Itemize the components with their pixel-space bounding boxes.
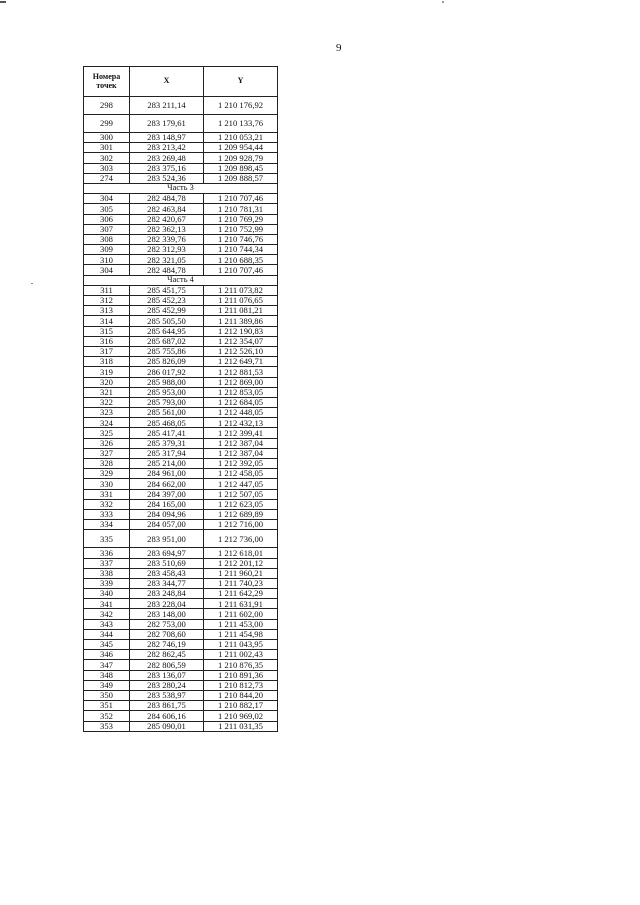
y-coordinate-cell: 1 211 073,82 (204, 285, 278, 295)
table-row (84, 133, 278, 143)
y-coordinate-cell: 1 212 649,71 (204, 357, 278, 367)
point-number-cell: 303 (84, 163, 130, 173)
x-coordinate-cell: 283 248,84 (130, 589, 204, 599)
table-row (84, 214, 278, 224)
point-number-cell: 337 (84, 558, 130, 568)
table-row (84, 285, 278, 295)
y-coordinate-cell: 1 209 954,44 (204, 143, 278, 153)
table-row (84, 589, 278, 599)
y-coordinate-cell: 1 210 882,17 (204, 701, 278, 711)
x-coordinate-cell: 282 339,76 (130, 234, 204, 244)
y-coordinate-cell: 1 212 201,12 (204, 558, 278, 568)
x-coordinate-cell: 283 375,16 (130, 163, 204, 173)
y-coordinate-cell: 1 212 387,04 (204, 438, 278, 448)
point-number-cell: 307 (84, 224, 130, 234)
y-coordinate-cell: 1 210 769,29 (204, 214, 278, 224)
y-coordinate-cell: 1 209 888,57 (204, 173, 278, 183)
y-coordinate-cell: 1 212 736,00 (204, 530, 278, 548)
table-row (84, 459, 278, 469)
y-coordinate-cell: 1 209 898,45 (204, 163, 278, 173)
x-coordinate-cell: 285 953,00 (130, 387, 204, 397)
y-coordinate-cell: 1 210 688,35 (204, 255, 278, 265)
point-number-cell: 350 (84, 690, 130, 700)
x-coordinate-cell: 283 148,00 (130, 609, 204, 619)
point-number-cell: 331 (84, 489, 130, 499)
x-coordinate-cell: 283 269,48 (130, 153, 204, 163)
table-row (84, 548, 278, 558)
y-coordinate-cell: 1 210 969,02 (204, 711, 278, 721)
x-coordinate-cell: 283 228,04 (130, 599, 204, 609)
y-coordinate-cell: 1 212 526,10 (204, 346, 278, 356)
point-number-cell: 341 (84, 599, 130, 609)
y-coordinate-cell: 1 211 081,21 (204, 306, 278, 316)
x-coordinate-cell: 285 468,05 (130, 418, 204, 428)
table-row (84, 326, 278, 336)
table-row (84, 660, 278, 670)
point-number-cell: 313 (84, 306, 130, 316)
y-coordinate-cell: 1 210 133,76 (204, 115, 278, 133)
point-number-cell: 352 (84, 711, 130, 721)
y-coordinate-cell: 1 210 876,35 (204, 660, 278, 670)
point-number-cell: 317 (84, 346, 130, 356)
point-number-cell: 336 (84, 548, 130, 558)
point-number-cell: 310 (84, 255, 130, 265)
x-coordinate-cell: 285 451,75 (130, 285, 204, 295)
point-number-cell: 348 (84, 670, 130, 680)
x-coordinate-cell: 285 687,02 (130, 336, 204, 346)
point-number-cell: 305 (84, 204, 130, 214)
x-coordinate-cell: 283 538,97 (130, 690, 204, 700)
x-coordinate-cell: 283 344,77 (130, 578, 204, 588)
x-coordinate-cell: 284 662,00 (130, 479, 204, 489)
x-coordinate-cell: 285 090,01 (130, 721, 204, 731)
point-number-cell: 344 (84, 629, 130, 639)
x-coordinate-cell: 284 397,00 (130, 489, 204, 499)
y-coordinate-cell: 1 212 458,05 (204, 469, 278, 479)
y-coordinate-cell: 1 211 454,98 (204, 629, 278, 639)
table-row (84, 690, 278, 700)
x-coordinate-cell: 285 644,95 (130, 326, 204, 336)
x-coordinate-cell: 283 951,00 (130, 530, 204, 548)
point-number-cell: 298 (84, 97, 130, 115)
table-row (84, 721, 278, 731)
point-number-cell: 347 (84, 660, 130, 670)
point-number-cell: 318 (84, 357, 130, 367)
point-number-cell: 339 (84, 578, 130, 588)
table-row (84, 265, 278, 275)
point-number-cell: 326 (84, 438, 130, 448)
section-row (84, 183, 278, 193)
x-coordinate-cell: 285 826,09 (130, 357, 204, 367)
point-number-cell: 304 (84, 194, 130, 204)
y-coordinate-cell: 1 211 602,00 (204, 609, 278, 619)
table-row (84, 558, 278, 568)
table-row (84, 316, 278, 326)
point-number-cell: 309 (84, 245, 130, 255)
x-coordinate-cell: 282 862,45 (130, 650, 204, 660)
table-row (84, 499, 278, 509)
point-number-cell: 345 (84, 640, 130, 650)
y-coordinate-cell: 1 212 618,01 (204, 548, 278, 558)
x-coordinate-cell: 285 988,00 (130, 377, 204, 387)
x-coordinate-cell: 285 755,86 (130, 346, 204, 356)
point-number-cell: 349 (84, 680, 130, 690)
scan-speck (31, 283, 33, 284)
x-coordinate-cell: 285 505,50 (130, 316, 204, 326)
point-number-cell: 314 (84, 316, 130, 326)
y-coordinate-cell: 1 210 053,21 (204, 133, 278, 143)
x-coordinate-cell: 282 420,67 (130, 214, 204, 224)
table-row (84, 619, 278, 629)
point-number-cell: 330 (84, 479, 130, 489)
point-number-cell: 346 (84, 650, 130, 660)
y-coordinate-cell: 1 211 076,65 (204, 296, 278, 306)
table-row (84, 448, 278, 458)
table-row (84, 640, 278, 650)
point-number-cell: 332 (84, 499, 130, 509)
point-number-cell: 316 (84, 336, 130, 346)
column-header-x: X (130, 67, 204, 97)
section-label: Часть 4 (84, 275, 278, 285)
point-number-cell: 353 (84, 721, 130, 731)
point-number-cell: 325 (84, 428, 130, 438)
x-coordinate-cell: 285 417,41 (130, 428, 204, 438)
y-coordinate-cell: 1 210 781,31 (204, 204, 278, 214)
point-number-cell: 315 (84, 326, 130, 336)
x-coordinate-cell: 284 094,96 (130, 509, 204, 519)
x-coordinate-cell: 285 452,23 (130, 296, 204, 306)
y-coordinate-cell: 1 210 752,99 (204, 224, 278, 234)
point-number-cell: 299 (84, 115, 130, 133)
x-coordinate-cell: 283 211,14 (130, 97, 204, 115)
y-coordinate-cell: 1 212 881,53 (204, 367, 278, 377)
table-row (84, 387, 278, 397)
x-coordinate-cell: 282 746,19 (130, 640, 204, 650)
table-header-row (84, 67, 278, 97)
y-coordinate-cell: 1 211 453,00 (204, 619, 278, 629)
page-number: 9 (336, 42, 342, 54)
x-coordinate-cell: 282 708,60 (130, 629, 204, 639)
point-number-cell: 306 (84, 214, 130, 224)
table-row (84, 701, 278, 711)
section-row (84, 275, 278, 285)
table-row (84, 509, 278, 519)
x-coordinate-cell: 283 510,69 (130, 558, 204, 568)
table-row (84, 568, 278, 578)
y-coordinate-cell: 1 212 684,05 (204, 397, 278, 407)
table-row (84, 194, 278, 204)
x-coordinate-cell: 283 213,42 (130, 143, 204, 153)
y-coordinate-cell: 1 212 399,41 (204, 428, 278, 438)
point-number-cell: 322 (84, 397, 130, 407)
point-number-cell: 335 (84, 530, 130, 548)
point-number-cell: 324 (84, 418, 130, 428)
y-coordinate-cell: 1 212 190,83 (204, 326, 278, 336)
table-row (84, 377, 278, 387)
point-number-cell: 343 (84, 619, 130, 629)
table-row (84, 680, 278, 690)
x-coordinate-cell: 286 017,92 (130, 367, 204, 377)
y-coordinate-cell: 1 211 002,43 (204, 650, 278, 660)
table-row (84, 357, 278, 367)
x-coordinate-cell: 285 561,00 (130, 408, 204, 418)
y-coordinate-cell: 1 212 623,05 (204, 499, 278, 509)
y-coordinate-cell: 1 211 031,35 (204, 721, 278, 731)
x-coordinate-cell: 282 484,78 (130, 265, 204, 275)
y-coordinate-cell: 1 210 707,46 (204, 194, 278, 204)
x-coordinate-cell: 283 179,61 (130, 115, 204, 133)
section-label: Часть 3 (84, 183, 278, 193)
table-row (84, 255, 278, 265)
x-coordinate-cell: 282 753,00 (130, 619, 204, 629)
x-coordinate-cell: 282 463,84 (130, 204, 204, 214)
point-number-cell: 340 (84, 589, 130, 599)
table-row (84, 367, 278, 377)
point-number-cell: 329 (84, 469, 130, 479)
y-coordinate-cell: 1 210 844,20 (204, 690, 278, 700)
x-coordinate-cell: 282 806,59 (130, 660, 204, 670)
table-row (84, 629, 278, 639)
x-coordinate-cell: 284 606,16 (130, 711, 204, 721)
y-coordinate-cell: 1 212 689,89 (204, 509, 278, 519)
y-coordinate-cell: 1 212 507,05 (204, 489, 278, 499)
table-row (84, 296, 278, 306)
table-row (84, 599, 278, 609)
table-row (84, 397, 278, 407)
y-coordinate-cell: 1 212 447,05 (204, 479, 278, 489)
y-coordinate-cell: 1 210 176,92 (204, 97, 278, 115)
y-coordinate-cell: 1 211 740,23 (204, 578, 278, 588)
y-coordinate-cell: 1 209 928,79 (204, 153, 278, 163)
y-coordinate-cell: 1 212 354,07 (204, 336, 278, 346)
table-body (84, 97, 278, 732)
point-number-cell: 302 (84, 153, 130, 163)
table-row (84, 346, 278, 356)
point-number-cell: 342 (84, 609, 130, 619)
point-number-cell: 319 (84, 367, 130, 377)
table-row (84, 306, 278, 316)
x-coordinate-cell: 282 312,93 (130, 245, 204, 255)
table-row (84, 336, 278, 346)
table-row (84, 224, 278, 234)
table-row (84, 578, 278, 588)
point-number-cell: 311 (84, 285, 130, 295)
table-row (84, 204, 278, 214)
y-coordinate-cell: 1 212 432,13 (204, 418, 278, 428)
point-number-cell: 304 (84, 265, 130, 275)
x-coordinate-cell: 282 484,78 (130, 194, 204, 204)
table-row (84, 520, 278, 530)
x-coordinate-cell: 283 136,07 (130, 670, 204, 680)
table-row (84, 97, 278, 115)
table-row (84, 609, 278, 619)
x-coordinate-cell: 285 452,99 (130, 306, 204, 316)
y-coordinate-cell: 1 212 448,05 (204, 408, 278, 418)
y-coordinate-cell: 1 210 707,46 (204, 265, 278, 275)
x-coordinate-cell: 282 321,05 (130, 255, 204, 265)
x-coordinate-cell: 283 148,97 (130, 133, 204, 143)
scan-margin-mark (0, 1, 6, 3)
point-number-cell: 301 (84, 143, 130, 153)
point-number-cell: 351 (84, 701, 130, 711)
scan-speck (442, 1, 444, 3)
point-number-cell: 312 (84, 296, 130, 306)
table-row (84, 115, 278, 133)
x-coordinate-cell: 283 694,97 (130, 548, 204, 558)
table-row (84, 469, 278, 479)
x-coordinate-cell: 285 317,94 (130, 448, 204, 458)
x-coordinate-cell: 285 214,00 (130, 459, 204, 469)
table-row (84, 530, 278, 548)
column-header-y: Y (204, 67, 278, 97)
x-coordinate-cell: 282 362,13 (130, 224, 204, 234)
table-row (84, 711, 278, 721)
point-number-cell: 333 (84, 509, 130, 519)
y-coordinate-cell: 1 212 387,04 (204, 448, 278, 458)
table-row (84, 163, 278, 173)
table-row (84, 143, 278, 153)
point-number-cell: 274 (84, 173, 130, 183)
y-coordinate-cell: 1 212 716,00 (204, 520, 278, 530)
point-number-cell: 328 (84, 459, 130, 469)
x-coordinate-cell: 283 861,75 (130, 701, 204, 711)
point-number-cell: 338 (84, 568, 130, 578)
y-coordinate-cell: 1 210 891,36 (204, 670, 278, 680)
y-coordinate-cell: 1 210 812,73 (204, 680, 278, 690)
y-coordinate-cell: 1 211 631,91 (204, 599, 278, 609)
y-coordinate-cell: 1 210 746,76 (204, 234, 278, 244)
table-row (84, 408, 278, 418)
x-coordinate-cell: 283 458,43 (130, 568, 204, 578)
table-row (84, 418, 278, 428)
table-row (84, 428, 278, 438)
y-coordinate-cell: 1 210 744,34 (204, 245, 278, 255)
x-coordinate-cell: 284 057,00 (130, 520, 204, 530)
y-coordinate-cell: 1 212 392,05 (204, 459, 278, 469)
y-coordinate-cell: 1 212 869,00 (204, 377, 278, 387)
x-coordinate-cell: 285 793,00 (130, 397, 204, 407)
coordinates-table (83, 66, 278, 732)
table-row (84, 650, 278, 660)
x-coordinate-cell: 283 524,36 (130, 173, 204, 183)
table-row (84, 153, 278, 163)
y-coordinate-cell: 1 211 389,86 (204, 316, 278, 326)
y-coordinate-cell: 1 211 960,21 (204, 568, 278, 578)
x-coordinate-cell: 283 280,24 (130, 680, 204, 690)
column-header-point-number: Номера точек (84, 67, 130, 97)
y-coordinate-cell: 1 212 853,05 (204, 387, 278, 397)
table-row (84, 670, 278, 680)
point-number-cell: 323 (84, 408, 130, 418)
table-row (84, 489, 278, 499)
y-coordinate-cell: 1 211 642,29 (204, 589, 278, 599)
table-row (84, 234, 278, 244)
point-number-cell: 320 (84, 377, 130, 387)
point-number-cell: 308 (84, 234, 130, 244)
x-coordinate-cell: 284 961,00 (130, 469, 204, 479)
x-coordinate-cell: 284 165,00 (130, 499, 204, 509)
point-number-cell: 300 (84, 133, 130, 143)
point-number-cell: 327 (84, 448, 130, 458)
point-number-cell: 321 (84, 387, 130, 397)
y-coordinate-cell: 1 211 043,95 (204, 640, 278, 650)
table-row (84, 438, 278, 448)
table-row (84, 173, 278, 183)
table-row (84, 479, 278, 489)
point-number-cell: 334 (84, 520, 130, 530)
x-coordinate-cell: 285 379,31 (130, 438, 204, 448)
table-row (84, 245, 278, 255)
